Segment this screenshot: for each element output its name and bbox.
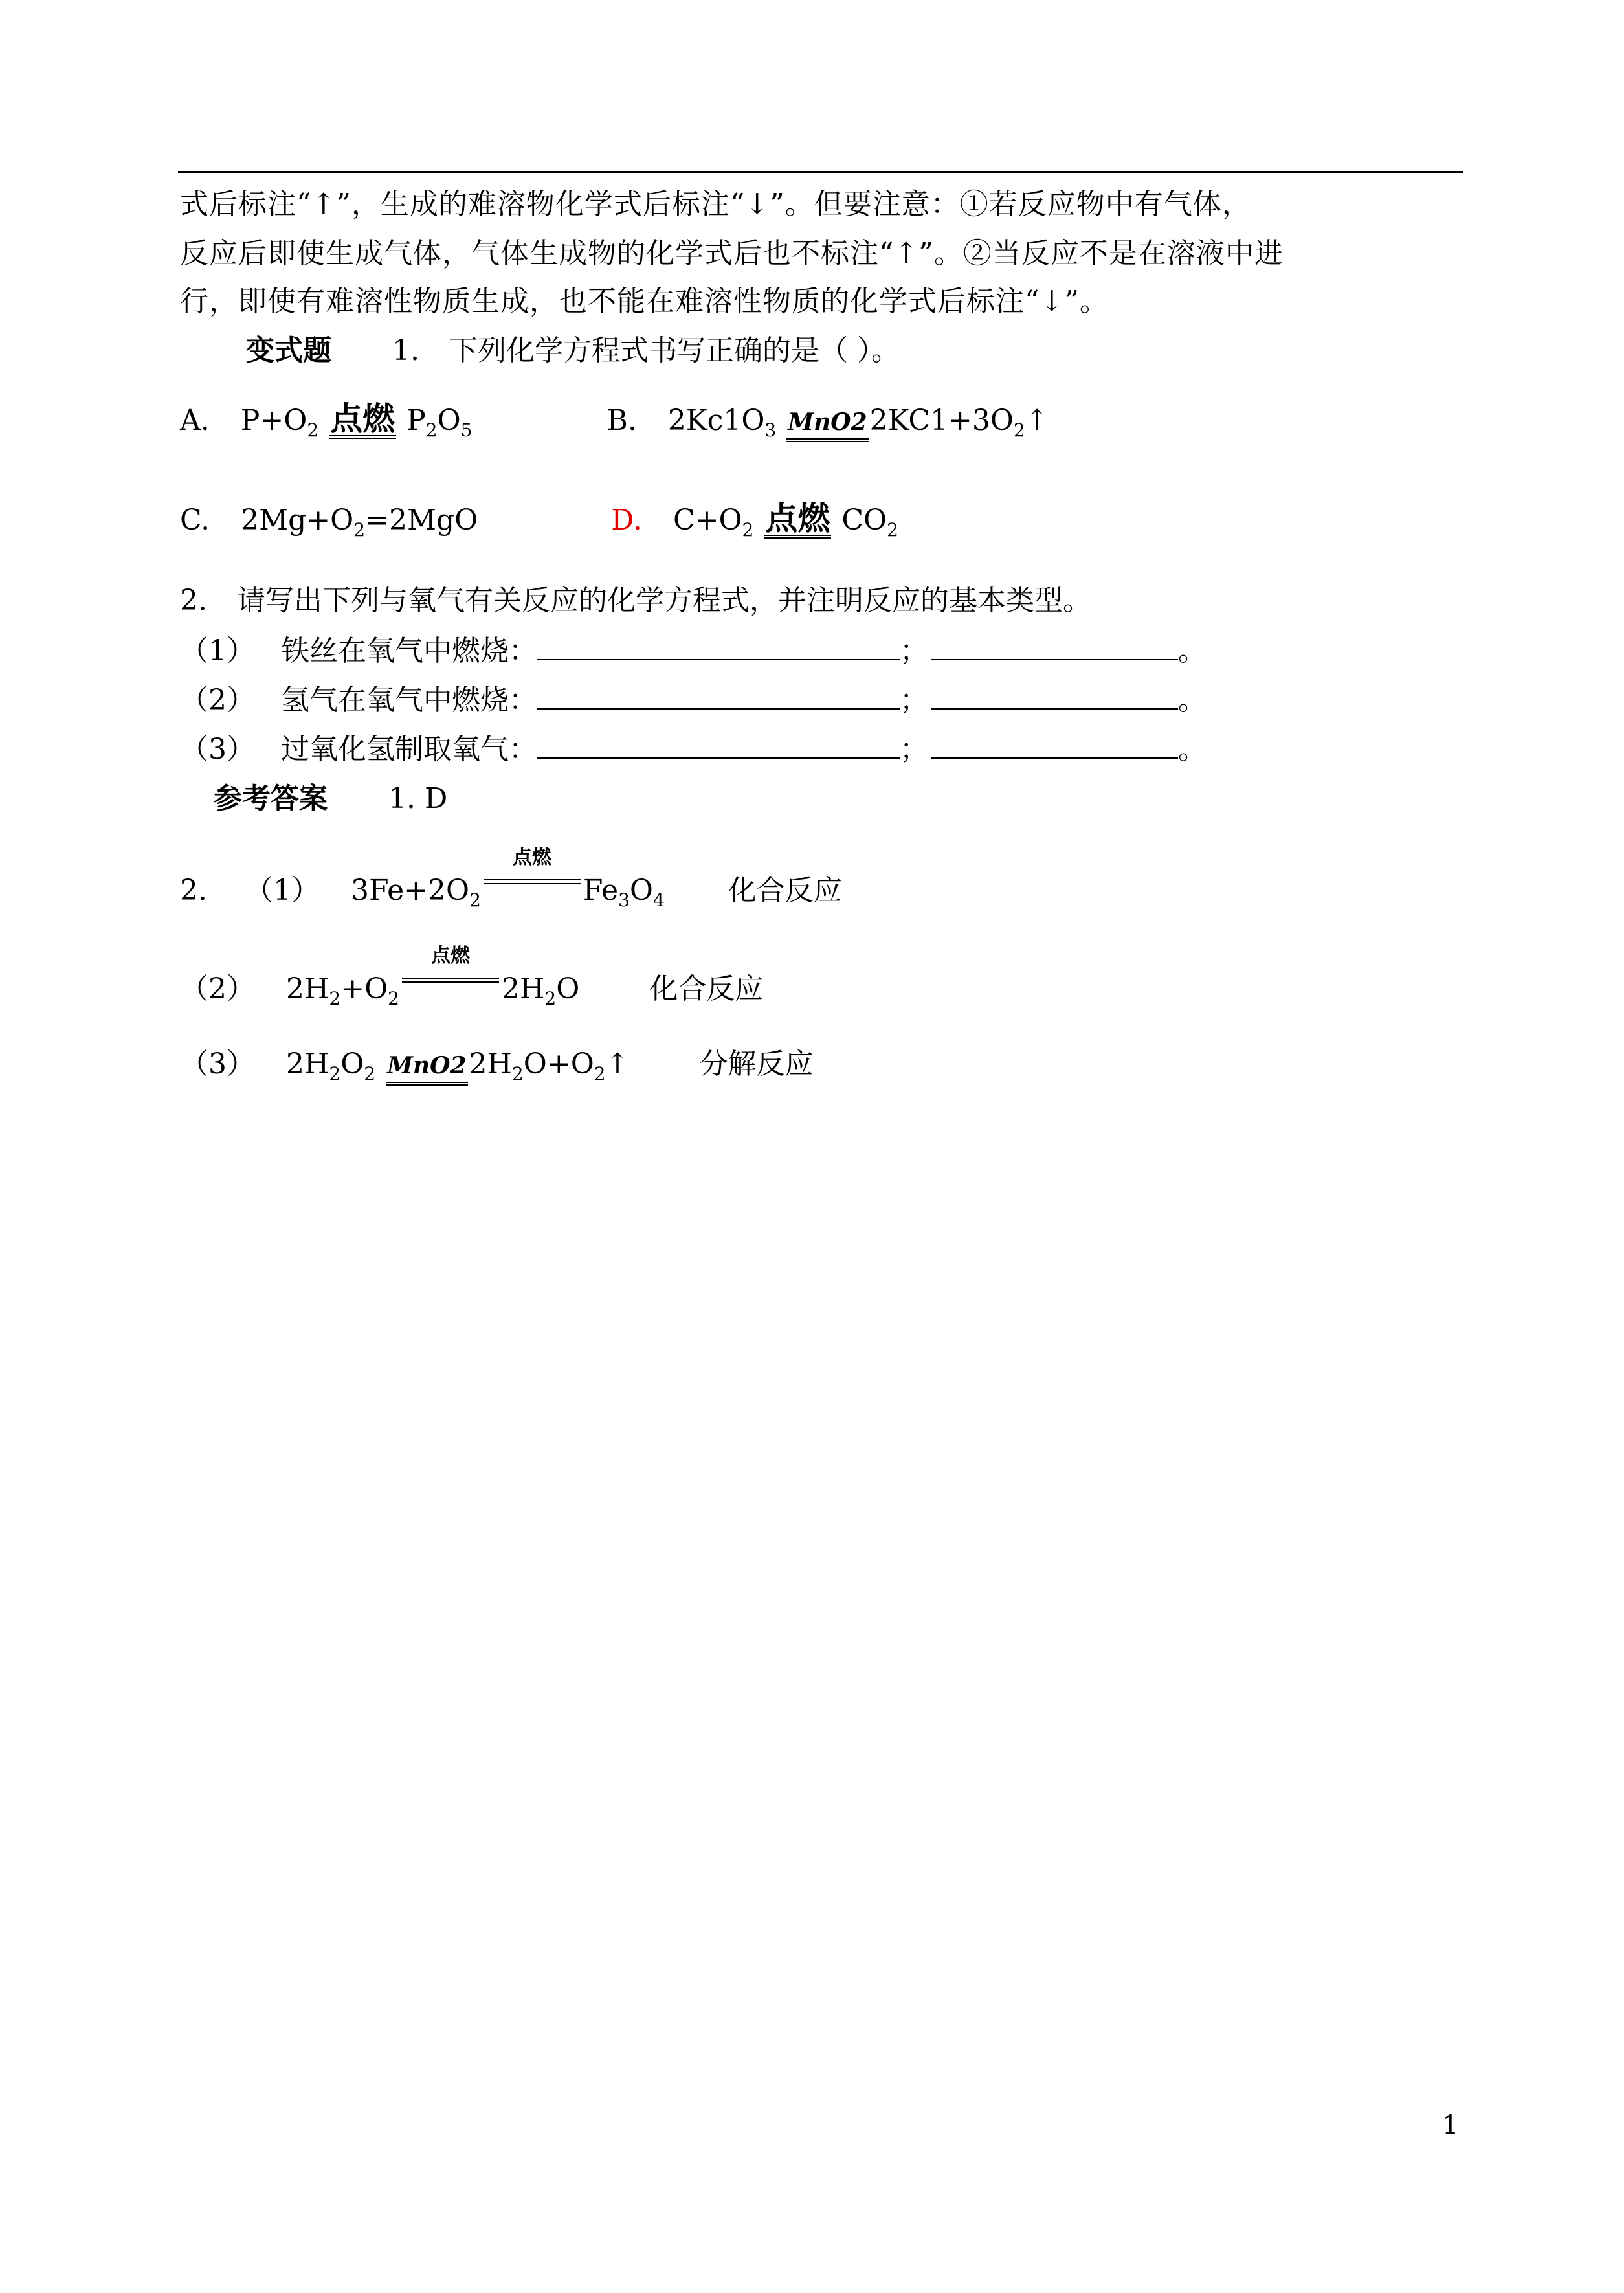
- option-b-condition: MnO2: [786, 406, 868, 442]
- answer-2-3-left-b: O: [340, 1047, 364, 1080]
- q2-item-2-num: （2）: [180, 684, 255, 717]
- answer-2-1-left-sub: 2: [469, 889, 481, 911]
- option-d-left: C+O: [673, 504, 742, 537]
- answer-2-1-condition-label: 点燃: [512, 846, 551, 869]
- q2-item-2: [180, 681, 1207, 720]
- answer-2-3-type: 分解反应: [699, 1047, 814, 1080]
- q2-item-3-num: （3）: [180, 733, 255, 766]
- q2-text: 请写出下列与氧气有关反应的化学方程式，并注明反应的基本类型。: [236, 584, 1091, 617]
- answer-2-2-condition-label: 点燃: [430, 945, 470, 967]
- q2-item-1-end: 。: [1178, 634, 1207, 667]
- answer-2-2-line: [180, 945, 764, 1018]
- answer-2-3-line: [180, 1045, 813, 1093]
- option-a-label: A.: [180, 404, 210, 437]
- answer-2-1-line: [180, 846, 842, 920]
- option-c-left-sub: 2: [353, 519, 366, 541]
- q2-item-2-label: 氢气在氧气中燃烧：: [281, 684, 537, 717]
- answer-2-2-num: （2）: [180, 972, 255, 1005]
- option-d-left-sub: 2: [742, 519, 754, 541]
- option-c-right: =2MgO: [365, 504, 478, 537]
- option-d-right: CO: [841, 504, 887, 537]
- answer-2-3-right-a: 2H: [469, 1047, 512, 1080]
- q2-item-3-equation-blank[interactable]: [537, 732, 900, 759]
- q2-item-3-type-blank[interactable]: [931, 732, 1178, 759]
- option-a-right-sub2: 5: [460, 419, 473, 441]
- option-b-right: 2KC1+3O: [869, 404, 1014, 437]
- option-d-right-sub: 2: [887, 519, 898, 541]
- answer-2-2-right-b: O: [556, 972, 580, 1005]
- answer-2-2-left-sub1: 2: [329, 988, 341, 1009]
- answer-2-2-left-a: 2H: [286, 972, 329, 1005]
- q2-item-3-label: 过氧化氢制取氧气：: [281, 733, 537, 766]
- paragraph-line-3: 行，即使有难溶性物质生成，也不能在难溶性物质的化学式后标注“↓”。: [180, 285, 1109, 318]
- answer-2-3-right-sub2: 2: [594, 1063, 606, 1084]
- paragraph-line-1: 式后标注“↑”，生成的难溶物化学式后标注“↓”。但要注意：①若反应物中有气体，: [180, 188, 1251, 221]
- answer-2-3-right-sub1: 2: [511, 1063, 524, 1084]
- answer-2-3-left-sub2: 2: [364, 1063, 376, 1084]
- answer-2-1-type: 化合反应: [728, 874, 842, 907]
- q2-item-3-sep: ；: [900, 733, 928, 766]
- answer-2-3-right-b: O+O: [523, 1047, 594, 1080]
- q1-text: 下列化学方程式书写正确的是（ ）。: [449, 334, 900, 367]
- exercise-heading-line: [246, 331, 900, 370]
- q2-item-2-type-blank[interactable]: [931, 682, 1178, 710]
- answer-2-1-num: （1）: [244, 874, 320, 907]
- answer-2-2-right-sub: 2: [544, 988, 557, 1009]
- answer-2-2-right-a: 2H: [501, 972, 545, 1005]
- answer-2-1-right-sub2: 4: [652, 889, 665, 911]
- option-b-left: 2Kc1O: [667, 404, 765, 437]
- equals-sign-icon: [484, 879, 581, 884]
- answer-2-2-left-sub2: 2: [388, 988, 399, 1009]
- options-cd-line: [180, 501, 898, 550]
- option-a-right-mid: O: [437, 404, 461, 437]
- q2-item-3: [180, 730, 1207, 769]
- option-b-label: B.: [606, 404, 637, 437]
- option-a-condition: 点燃: [330, 399, 395, 438]
- q2-item-2-end: 。: [1178, 684, 1207, 717]
- answer-2-2-condition: [402, 945, 499, 998]
- answer-2-2-type: 化合反应: [649, 972, 764, 1005]
- up-arrow-icon: ↑: [1025, 404, 1049, 437]
- q2-item-1-num: （1）: [180, 634, 255, 667]
- answer-1: 1. D: [388, 782, 448, 815]
- option-a-right: P: [406, 404, 426, 437]
- exercise-heading: 变式题: [246, 334, 331, 367]
- answers-heading-line: [214, 779, 447, 818]
- q2-item-1: [180, 632, 1207, 671]
- answer-2-1-right-b: O: [629, 874, 653, 907]
- answer-2-1-right-sub1: 3: [618, 889, 630, 911]
- q1-number: 1.: [392, 334, 419, 367]
- equals-sign-icon: [402, 978, 499, 983]
- option-a-right-sub1: 2: [425, 419, 438, 441]
- option-d-condition: 点燃: [765, 499, 830, 537]
- answer-2-2-left-b: +O: [340, 972, 388, 1005]
- answer-2-1-left: 3Fe+2O: [350, 874, 470, 907]
- q2-item-3-end: 。: [1178, 733, 1207, 766]
- answer-2-3-condition: MnO2: [386, 1049, 467, 1086]
- q2-item-1-equation-blank[interactable]: [537, 633, 900, 660]
- page-number: 1: [1442, 2110, 1459, 2140]
- option-a-left-sub: 2: [307, 419, 319, 441]
- q2-item-1-label: 铁丝在氧气中燃烧：: [281, 634, 537, 667]
- options-ab-line: [180, 401, 1049, 450]
- answer-2-prefix: 2.: [180, 874, 207, 907]
- answer-2-3-left-a: 2H: [286, 1047, 329, 1080]
- option-c-label: C.: [180, 504, 210, 537]
- answer-2-1-right-a: Fe: [583, 874, 619, 907]
- option-c-left: 2Mg+O: [241, 504, 354, 537]
- option-b-right-sub: 2: [1013, 419, 1025, 441]
- q2-number: 2.: [180, 584, 207, 617]
- paragraph-line-2: 反应后即使生成气体，气体生成物的化学式后也不标注“↑”。②当反应不是在溶液中进: [180, 237, 1284, 270]
- answer-2-3-num: （3）: [180, 1047, 255, 1080]
- q2-item-2-sep: ；: [900, 684, 928, 717]
- q2-item-1-type-blank[interactable]: [931, 633, 1178, 660]
- q2-item-2-equation-blank[interactable]: [537, 682, 900, 710]
- q2-line: [180, 581, 1091, 620]
- header-rule: [178, 171, 1463, 173]
- answer-2-3-left-sub1: 2: [329, 1063, 341, 1084]
- answers-heading: 参考答案: [214, 782, 328, 815]
- up-arrow-icon: ↑: [605, 1047, 630, 1080]
- q2-item-1-sep: ；: [900, 634, 928, 667]
- option-d-label: D.: [611, 504, 642, 537]
- answer-2-1-condition: [484, 846, 581, 900]
- option-a-left: P+O: [240, 404, 307, 437]
- option-b-left-sub: 3: [764, 419, 777, 441]
